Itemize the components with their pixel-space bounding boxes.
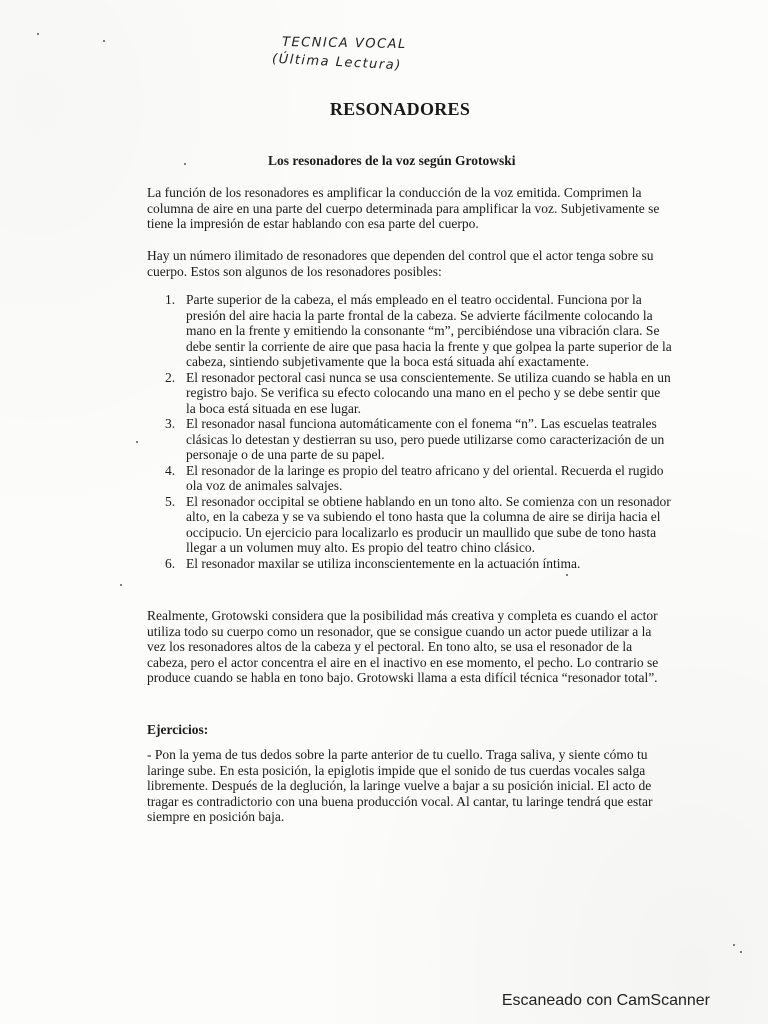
scan-speck: [740, 951, 742, 953]
scan-speck: [120, 584, 122, 586]
scan-speck: [566, 574, 568, 576]
list-item: [165, 463, 673, 494]
list-item-number: 6.: [165, 555, 176, 571]
list-item: [165, 416, 673, 463]
list-item-text: Parte superior de la cabeza, el más empleado en el teatro occidental. Funciona por la presión del aire hacia la parte frontal de la cabeza. Se advierte fácilmente colocando la mano en la frente y emitiendo la consonante “m”, percibiéndose una vibración clara. Se debe sentir la corriente de aire que pasa hacia la frente y que golpea la parte superior de la cabeza, sintiendo subjetivamente que la boca está situada ahí exactamente.: [186, 292, 672, 369]
list-item-number: 4.: [165, 462, 176, 478]
scan-speck: [136, 441, 138, 443]
scan-speck: [37, 33, 39, 35]
intro-paragraph: La función de los resonadores es amplificar la conducción de la voz emitida. Comprimen la columna de aire en una parte del cuerpo determinada para amplificar la voz. Subjetivamente se tiene la impresión de estar hablando con esa parte del cuerpo.: [147, 185, 660, 231]
camscanner-watermark: Escaneado con CamScanner: [501, 992, 710, 1009]
resonators-list: [165, 292, 673, 571]
exercises-heading: Ejercicios:: [147, 722, 209, 737]
list-item: [165, 494, 673, 556]
list-item: [165, 292, 673, 370]
list-item: [165, 556, 673, 572]
list-item-text: El resonador nasal funciona automáticamente con el fonema “n”. Las escuelas teatrales clásicas lo detestan y destierran su uso, pero puede utilizarse como caracterización de un personaje o de una parte de su papel.: [186, 416, 665, 462]
scan-speck: [733, 944, 735, 946]
list-item-text: El resonador maxilar se utiliza inconscientemente en la actuación íntima.: [186, 555, 581, 571]
page-title: RESONADORES: [329, 99, 471, 119]
list-item-text: El resonador de la laringe es propio del teatro africano y del oriental. Recuerda el rugido ola voz de animales salvajes.: [186, 462, 664, 493]
list-item-number: 3.: [165, 416, 176, 431]
list-item-number: 2.: [165, 369, 176, 385]
resonators-intro-paragraph: Hay un número ilimitado de resonadores que dependen del control que el actor tenga sobre su cuerpo. Estos son algunos de los resonadores posibles:: [147, 248, 654, 279]
handwritten-note-line1: TECNICA VOCAL: [281, 34, 407, 53]
list-item-number: 5.: [165, 493, 176, 509]
scan-speck: [103, 40, 105, 42]
total-resonator-paragraph: Realmente, Grotowski considera que la posibilidad más creativa y completa es cuando el actor utiliza todo su cuerpo como un resonador, que se consigue cuando un actor puede utilizar a la vez los resonadores altos de la cabeza y el pectoral. En tono alto, se usa el resonador de la cabeza, pero el actor concentra el aire en el inactivo en ese momento, el pecho. Lo contrario se produce cuando se habla en tono bajo. Grotowski llama a esta difícil técnica “resonador total”.: [147, 608, 659, 685]
list-item: [165, 370, 673, 417]
exercise-paragraph: - Pon la yema de tus dedos sobre la parte anterior de tu cuello. Traga saliva, y siente cómo tu laringe sube. En esta posición, la epiglotis impide que el sonido de tus cuerdas vocales salga libremente. Después de la deglución, la laringe vuelve a bajar a su posición inicial. El acto de tragar es contradictorio con una buena producción vocal. Al cantar, tu laringe tendrá que estar siempre en posición baja.: [147, 747, 653, 824]
handwritten-note-line2: (Última Lectura): [271, 51, 403, 74]
scan-speck: [184, 163, 186, 165]
page-subtitle: Los resonadores de la voz según Grotowski: [268, 153, 516, 168]
list-item-text: El resonador occipital se obtiene hablando en un tono alto. Se comienza con un resonador alto, en la cabeza y se va subiendo el tono hasta que la columna de aire se dirija hacia el occipucio. Un ejercicio para localizarlo es producir un maullido que sube de tono hasta llegar a un volumen muy alto. Es propio del teatro chino clásico.: [186, 493, 671, 555]
list-item-number: 1.: [165, 292, 176, 307]
list-item-text: El resonador pectoral casi nunca se usa conscientemente. Se utiliza cuando se habla en un registro bajo. Se verifica su efecto colocando una mano en el pecho y se debe sentir que la boca está situada en ese lugar.: [186, 369, 671, 416]
